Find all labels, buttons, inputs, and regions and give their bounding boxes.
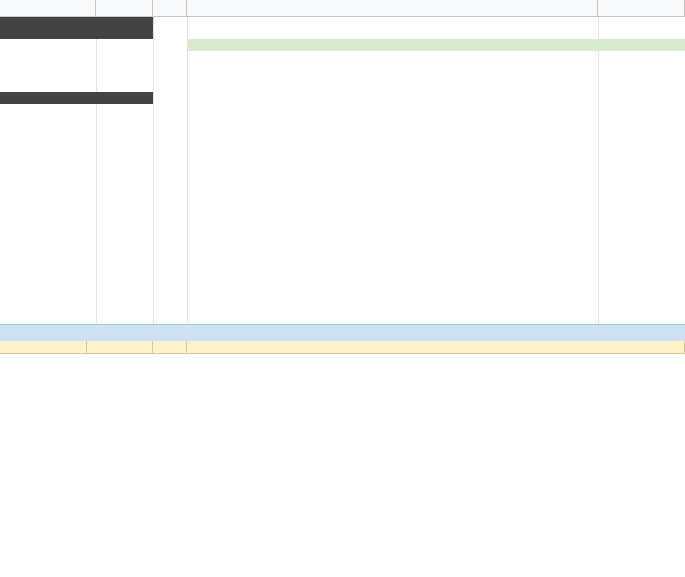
- criteria-title[interactable]: [187, 39, 598, 51]
- header-lesson[interactable]: [153, 341, 187, 354]
- grid-line: [187, 17, 188, 324]
- comments-title[interactable]: [0, 324, 685, 341]
- column-header-o[interactable]: [598, 0, 685, 17]
- month-select[interactable]: [96, 92, 153, 104]
- column-header-k[interactable]: [187, 0, 598, 17]
- summary-total[interactable]: [96, 17, 153, 39]
- column-header-c[interactable]: [153, 0, 187, 17]
- monthly-title[interactable]: [0, 92, 96, 104]
- grid-line: [153, 17, 154, 324]
- grid-line: [96, 17, 97, 324]
- column-header-b[interactable]: [96, 0, 153, 17]
- header-course[interactable]: [87, 341, 153, 354]
- header-comment[interactable]: [187, 341, 685, 354]
- header-teacher[interactable]: [0, 341, 87, 354]
- criteria-title-fill: [598, 39, 685, 51]
- column-header-a[interactable]: [0, 0, 96, 17]
- grid-line: [598, 17, 599, 324]
- summary-title[interactable]: [0, 17, 96, 39]
